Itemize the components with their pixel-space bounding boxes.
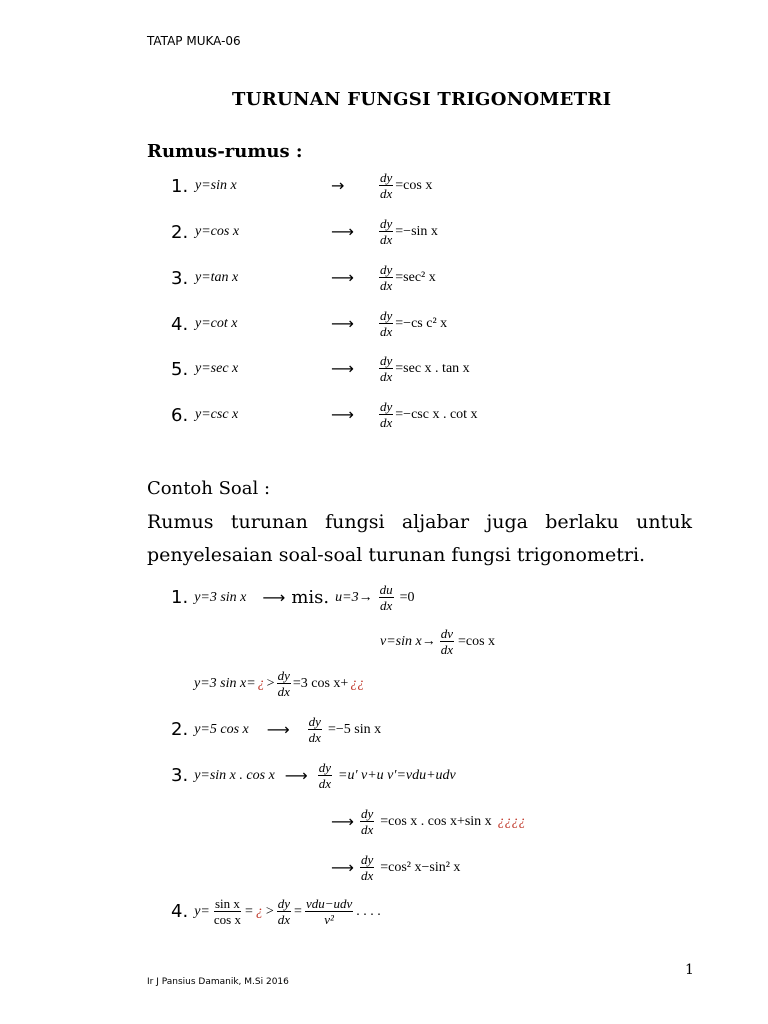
y-equals: y=	[194, 903, 210, 919]
formula-row	[171, 170, 591, 206]
result-rhs: =3 cos x+	[292, 675, 349, 691]
product-rule: =u′ v+u v′=vdu+udv	[338, 767, 456, 783]
quotient-rule-fraction	[305, 896, 353, 927]
formula-rhs: =−cs c² x	[395, 315, 448, 331]
u-assignment: u=3→	[335, 589, 373, 605]
equals-sign: =	[244, 903, 253, 919]
fraction-denominator: dx	[440, 642, 453, 657]
formula-rhs: =sec x . tan x	[395, 360, 470, 376]
formula-lhs: y=csc x	[195, 407, 239, 422]
fraction-denominator: dx	[380, 369, 393, 384]
fraction-numerator: vdu−udv	[305, 896, 353, 911]
example-1-v-row	[380, 626, 495, 657]
formula-row	[171, 308, 591, 344]
garbled-symbol: ¿	[255, 903, 263, 919]
fraction-denominator: dx	[380, 324, 393, 339]
arrow-icon: ⟶	[331, 405, 354, 424]
dy-dx-fraction	[379, 399, 393, 430]
formula-row	[171, 353, 591, 389]
dv-dx-fraction	[440, 626, 454, 657]
formula-derivative	[379, 262, 436, 293]
arrow-icon: ⟶	[331, 858, 354, 877]
example-number: 4.	[171, 901, 189, 922]
formula-rhs: =−csc x . cot x	[395, 406, 478, 422]
v-assignment: v=sin x→	[380, 633, 436, 649]
dy-dx-fraction	[379, 308, 393, 339]
page-number: 1	[685, 962, 694, 978]
step-2-rhs: =cos x . cos x+sin x	[380, 813, 492, 829]
fraction-denominator: cos x	[213, 912, 241, 927]
dy-dx-fraction	[379, 216, 393, 247]
example-rhs: =−5 sin x	[327, 721, 382, 737]
dy-dx-fraction	[379, 262, 393, 293]
formula-rhs: =cos x	[395, 177, 433, 193]
fraction-denominator: dx	[277, 684, 290, 699]
fraction-numerator: dy	[360, 852, 374, 867]
formula-rhs: =sec² x	[395, 269, 436, 285]
ellipsis: . . . .	[356, 903, 381, 919]
fraction-denominator: v²	[324, 912, 334, 927]
formula-derivative	[379, 353, 470, 384]
sin-over-cos-fraction	[213, 896, 242, 927]
fraction-numerator: dy	[380, 170, 393, 185]
fraction-denominator: dx	[380, 232, 393, 247]
fraction-denominator: dx	[277, 912, 291, 927]
example-lhs: y=5 cos x	[194, 721, 249, 737]
fraction-numerator: dy	[318, 760, 331, 775]
contoh-heading: Contoh Soal :	[147, 478, 271, 499]
fraction-numerator: dy	[380, 262, 393, 277]
example-number: 2.	[171, 719, 189, 740]
example-1-row	[171, 582, 415, 613]
example-number: 3.	[171, 765, 189, 786]
dv-result: =cos x	[458, 633, 496, 649]
gt-symbol: >	[265, 903, 274, 919]
du-dx-fraction	[379, 582, 394, 613]
dy-dx-fraction	[308, 714, 322, 745]
formula-number: 5.	[171, 359, 189, 380]
fraction-numerator: dv	[440, 626, 453, 641]
formula-derivative	[379, 216, 438, 247]
fraction-numerator: dy	[277, 896, 291, 911]
fraction-numerator: sin x	[214, 896, 240, 911]
dy-dx-fraction	[360, 852, 374, 883]
fraction-numerator: dy	[380, 353, 393, 368]
example-number: 1.	[171, 587, 189, 608]
formula-number: 2.	[171, 222, 189, 243]
arrow-icon: ⟶	[331, 812, 354, 831]
formula-row	[171, 216, 591, 252]
arrow-icon: ⟶	[331, 268, 354, 287]
example-lhs: y=3 sin x	[194, 589, 247, 605]
formula-number: 1.	[171, 176, 189, 197]
formula-lhs: y=cot x	[195, 316, 238, 331]
formula-lhs: y=cos x	[195, 224, 240, 239]
fraction-denominator: dx	[360, 822, 374, 837]
fraction-numerator: dy	[380, 399, 393, 414]
du-result: =0	[399, 589, 415, 605]
fraction-numerator: dy	[277, 668, 290, 683]
fraction-denominator: dx	[379, 598, 393, 613]
formula-row	[171, 262, 591, 298]
example-1-result-row	[194, 668, 364, 699]
arrow-icon: ⟶	[262, 588, 286, 607]
arrow-icon: ⟶	[331, 314, 354, 333]
fraction-numerator: dy	[308, 714, 321, 729]
formula-number: 4.	[171, 314, 189, 335]
formula-derivative	[379, 308, 447, 339]
fraction-denominator: dx	[308, 730, 321, 745]
dy-dx-fraction	[379, 353, 393, 384]
arrow-icon: ⟶	[331, 222, 354, 241]
formula-derivative	[379, 399, 478, 430]
example-3-step-2	[331, 806, 526, 837]
arrow-icon: ⟶	[266, 720, 290, 739]
fraction-numerator: dy	[360, 806, 374, 821]
formula-number: 6.	[171, 405, 189, 426]
fraction-denominator: dx	[318, 776, 331, 791]
paragraph-line-1: Rumus turunan fungsi aljabar juga berlaku untuk	[147, 511, 692, 533]
formula-number: 3.	[171, 268, 189, 289]
fraction-denominator: dx	[360, 868, 374, 883]
arrow-icon: →	[331, 176, 345, 195]
document-title: TURUNAN FUNGSI TRIGONOMETRI	[232, 89, 612, 110]
example-3-step-3	[331, 852, 460, 883]
dy-dx-fraction	[277, 896, 291, 927]
arrow-icon: ⟶	[331, 359, 354, 378]
formula-lhs: y=sin x	[195, 178, 237, 193]
result-lhs: y=3 sin x=	[194, 675, 256, 691]
fraction-denominator: dx	[380, 415, 393, 430]
formula-row	[171, 399, 591, 435]
formula-lhs: y=tan x	[195, 270, 239, 285]
dy-dx-fraction	[318, 760, 332, 791]
gt-symbol: >	[266, 675, 275, 691]
rumus-heading: Rumus-rumus :	[147, 141, 303, 162]
mis-label: mis.	[291, 587, 330, 608]
paragraph-line-2: penyelesaian soal-soal turunan fungsi trigonometri.	[147, 544, 646, 566]
example-2-row	[171, 714, 381, 745]
dy-dx-fraction	[379, 170, 393, 201]
fraction-numerator: dy	[380, 216, 393, 231]
formula-lhs: y=sec x	[195, 361, 239, 376]
fraction-denominator: dx	[380, 278, 393, 293]
dy-dx-fraction	[277, 668, 291, 699]
fraction-numerator: du	[379, 582, 393, 597]
arrow-icon: ⟶	[284, 766, 308, 785]
example-3-row	[171, 760, 456, 791]
garbled-symbol: ¿	[257, 675, 265, 691]
page-header: TATAP MUKA-06	[147, 34, 241, 48]
formula-rhs: =−sin x	[395, 223, 438, 239]
fraction-denominator: dx	[380, 186, 393, 201]
dy-dx-fraction	[360, 806, 374, 837]
example-4-row	[171, 896, 381, 927]
example-lhs: y=sin x . cos x	[194, 767, 275, 783]
step-3-rhs: =cos² x−sin² x	[380, 859, 461, 875]
fraction-numerator: dy	[380, 308, 393, 323]
garbled-symbol: ¿¿	[350, 675, 365, 691]
garbled-symbol: ¿¿¿¿	[497, 813, 526, 829]
formula-derivative	[379, 170, 432, 201]
equals-sign: =	[294, 903, 302, 919]
page-footer: Ir J Pansius Damanik, M.Si 2016	[147, 977, 289, 987]
